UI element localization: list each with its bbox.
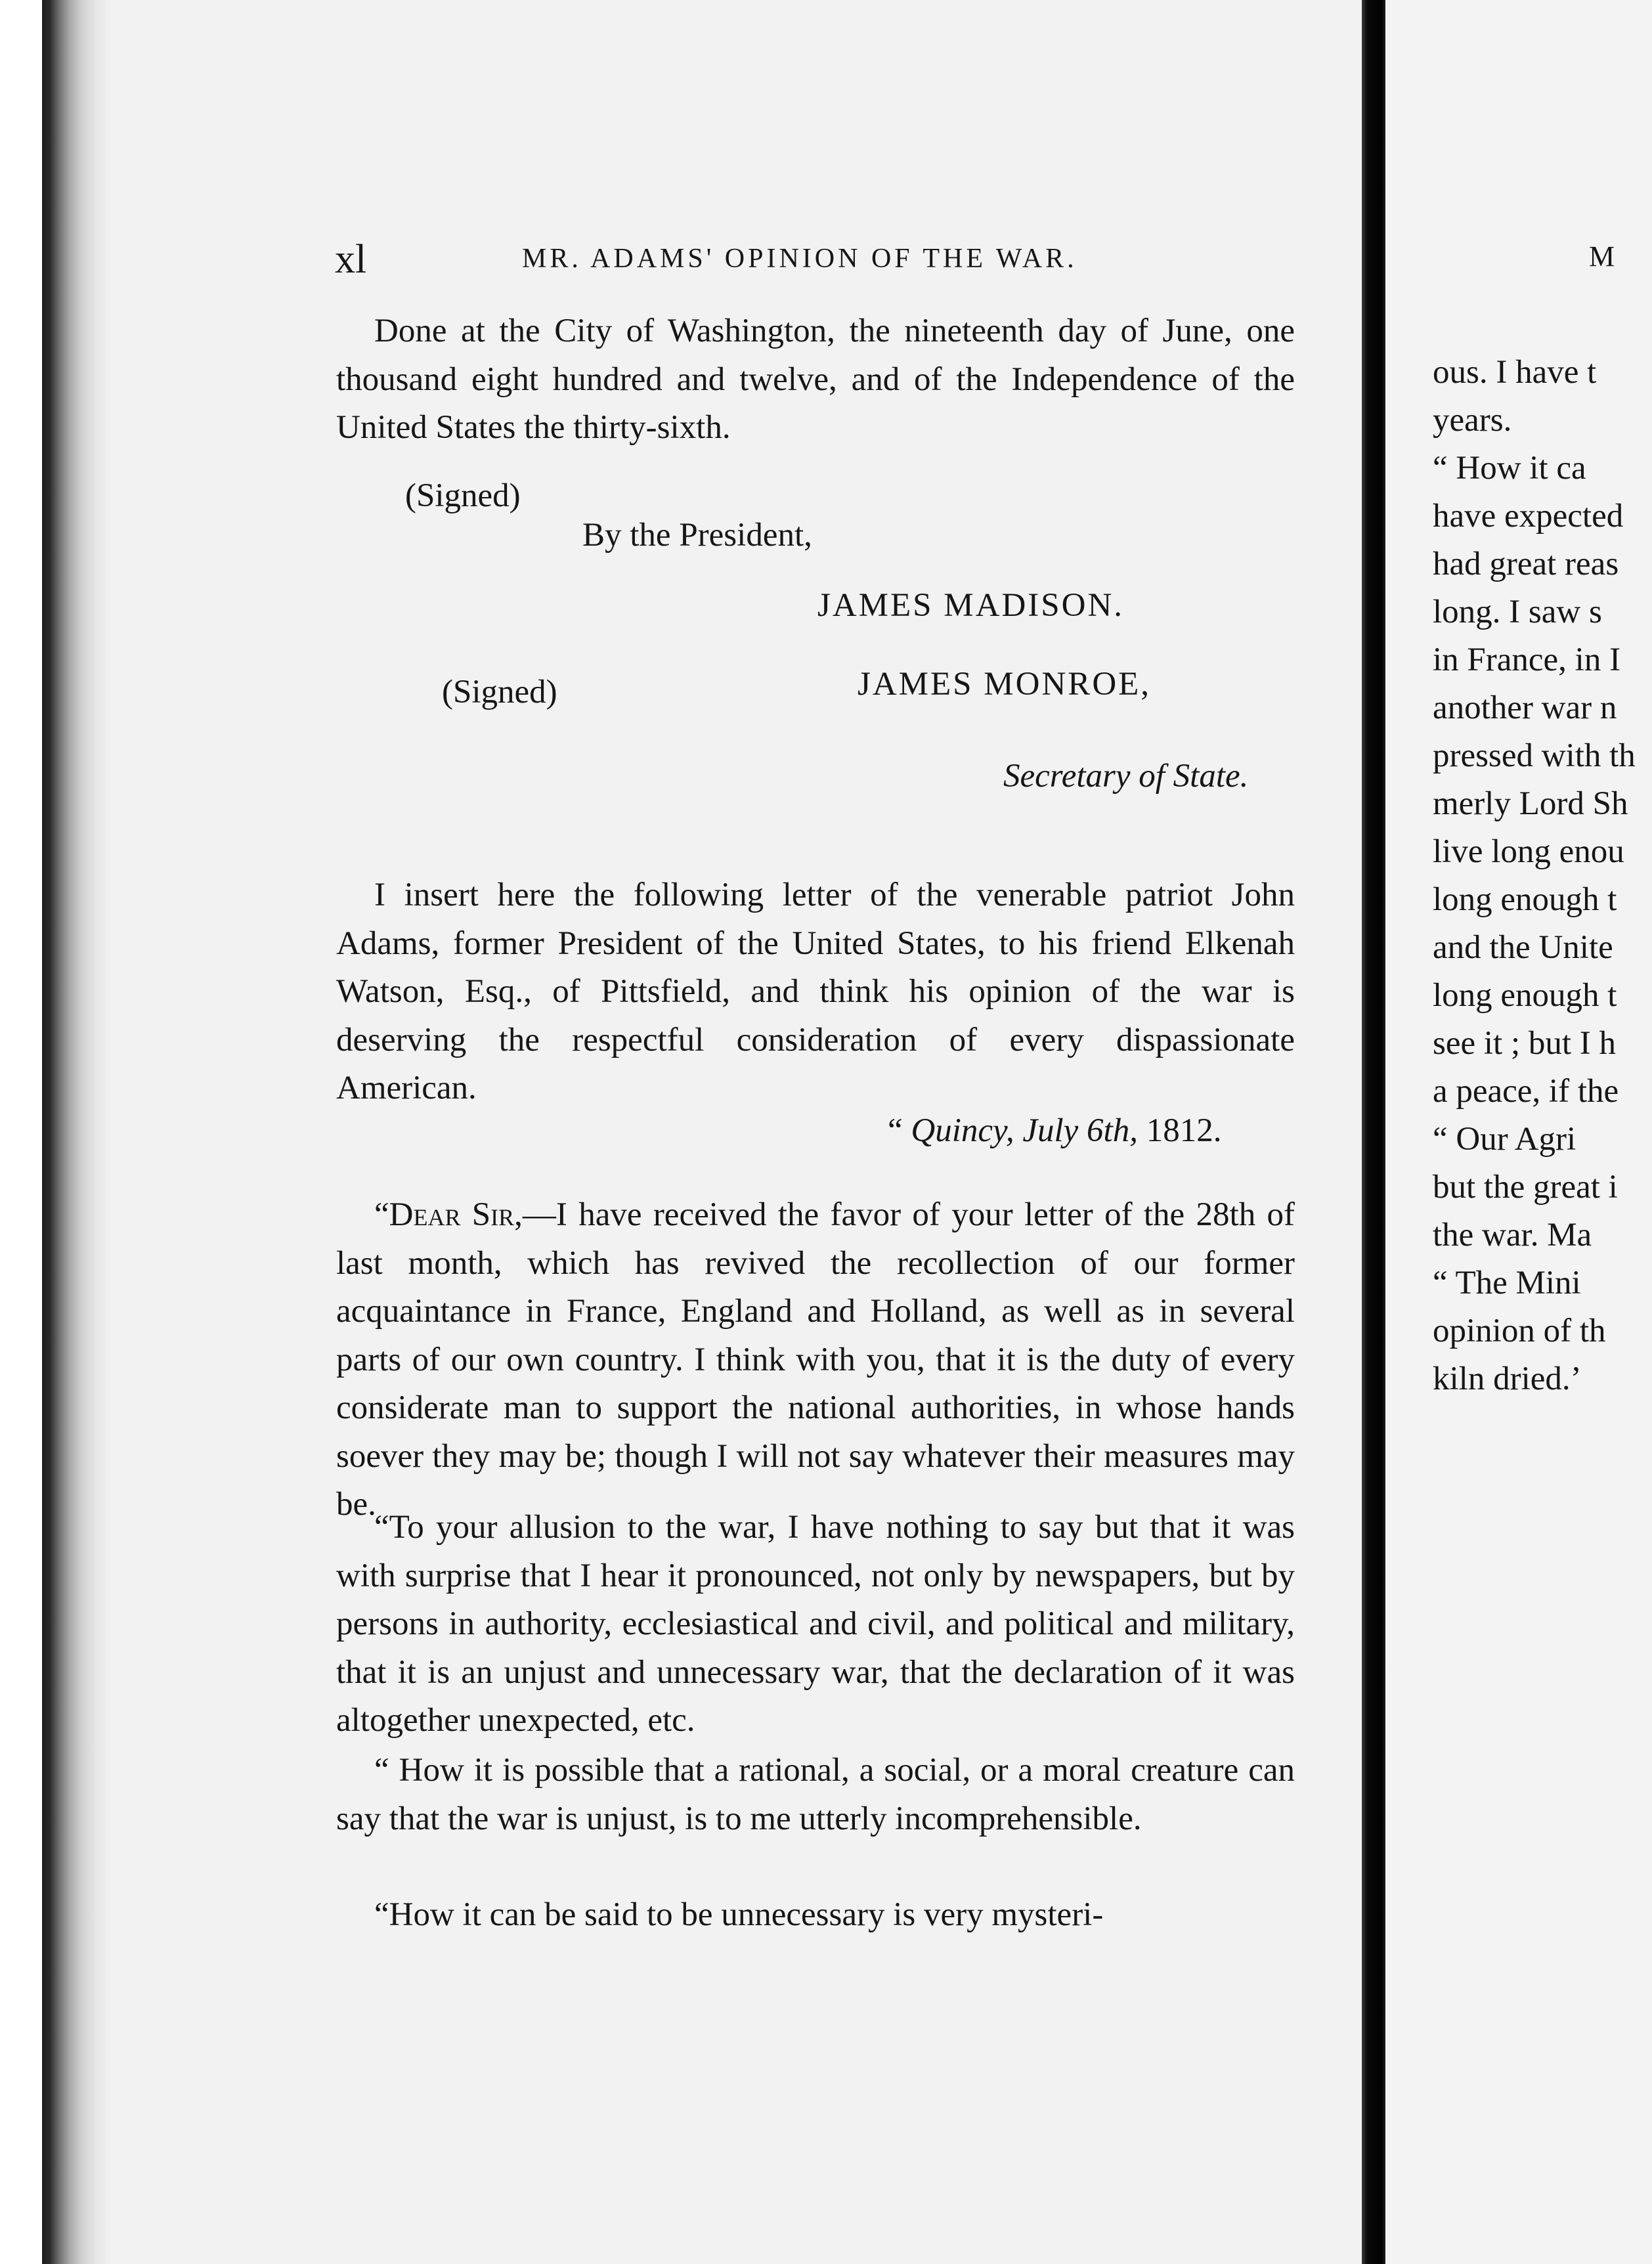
scan-background <box>0 0 42 2264</box>
page-number: xl <box>335 237 367 282</box>
right-line: long enough t <box>1433 977 1617 1014</box>
letter-dateline: “ Quincy, July 6th, 1812. <box>888 1112 1222 1149</box>
signature-madison: JAMES MADISON. <box>817 587 1125 624</box>
signed-label-1: (Signed) <box>405 477 521 514</box>
by-the-president: By the President, <box>582 517 812 554</box>
right-running-head: M <box>1589 240 1615 272</box>
right-line: long. I saw s <box>1433 594 1602 630</box>
page-edge-binding <box>42 0 111 2264</box>
right-page <box>1385 0 1652 2264</box>
signed-label-2: (Signed) <box>442 674 557 710</box>
right-line: years. <box>1433 402 1512 439</box>
letter-paragraph-4: “How it can be said to be unnecessary is very mysteri- <box>374 1896 1104 1933</box>
book-gutter <box>1362 0 1385 2264</box>
right-line: live long enou <box>1433 833 1624 870</box>
right-line: “ Our Agri <box>1433 1121 1576 1158</box>
signature-monroe: JAMES MONROE, <box>858 666 1152 703</box>
letter-paragraph-1: “Dear Sir,—I have received the favor of your letter of the 28th of last month, which has revived the recollection of our former acquaintance in France, England and Holland, as well as in several parts of our own country. I think with you, that it is the duty of every considerate man to support the national authorities, in whose hands soever they may be; though I will not say whatever their measures may be. <box>336 1196 1295 1523</box>
right-line: pressed with th <box>1433 737 1636 774</box>
dateline-place: Quincy, July 6th, <box>911 1112 1138 1149</box>
intro-paragraph: I insert here the following letter of the venerable patriot John Adams, former President of the United States, to his friend Elkenah Watson, Esq., of Pittsfield, and think his opinion of the war is deserving the respectful consideration of every dispassionate American. <box>336 877 1295 1106</box>
monroe-title: Secretary of State. <box>1003 758 1249 795</box>
right-line: but the great i <box>1433 1169 1618 1206</box>
proclamation-closing: Done at the City of Washington, the nineteenth day of June, one thousand eight hundred and twelve, and of the Independence of the United States the thirty-sixth. <box>336 313 1295 446</box>
right-line: a peace, if the <box>1433 1073 1619 1110</box>
right-line: ous. I have t <box>1433 354 1597 391</box>
salutation: Dear Sir, <box>389 1196 523 1233</box>
right-line: “ The Mini <box>1433 1265 1581 1301</box>
right-line: kiln dried.’ <box>1433 1361 1582 1397</box>
right-line: long enough t <box>1433 881 1617 918</box>
letter-paragraph-3: “ How it is possible that a rational, a social, or a moral creature can say that the war is unjust, is to me utterly incomprehensible. <box>336 1752 1295 1837</box>
right-line: “ How it ca <box>1433 450 1586 487</box>
right-line: another war n <box>1433 689 1617 726</box>
right-line: opinion of th <box>1433 1313 1606 1349</box>
right-line: the war. Ma <box>1433 1217 1592 1253</box>
running-head <box>335 236 1307 289</box>
dateline-year: 1812. <box>1146 1112 1222 1149</box>
right-line: and the Unite <box>1433 929 1613 966</box>
right-line: have expected <box>1433 498 1624 534</box>
right-line: in France, in I <box>1433 642 1621 678</box>
running-title: MR. ADAMS' OPINION OF THE WAR. <box>522 244 1077 274</box>
right-line: see it ; but I h <box>1433 1025 1617 1062</box>
right-line: had great reas <box>1433 546 1619 582</box>
right-line: merly Lord Sh <box>1433 785 1628 822</box>
letter-paragraph-2: “To your allusion to the war, I have nothing to say but that it was with surprise that I hear it pronounced, not only by newspapers, but by persons in authority, ecclesiastical and civil, and political and military, that it is an unjust and unnecessary war, that the declaration of it was altogether unexpected, etc. <box>336 1509 1295 1739</box>
